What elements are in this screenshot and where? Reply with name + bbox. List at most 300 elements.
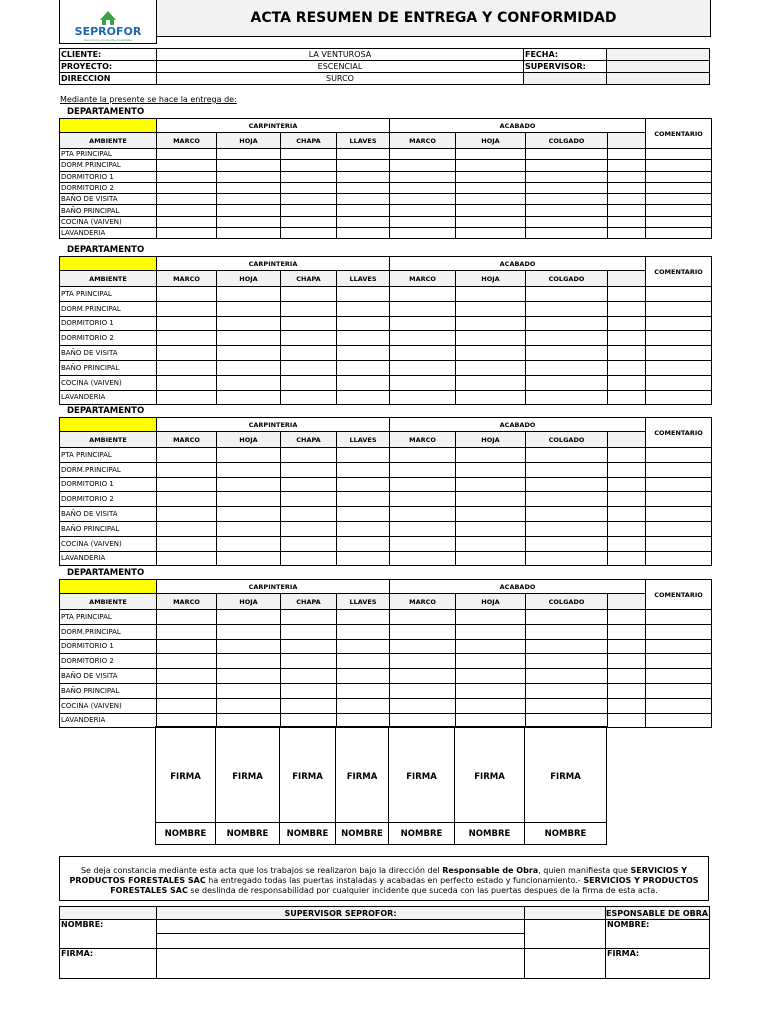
supervisor-value[interactable] (607, 61, 710, 73)
check-cell[interactable] (608, 639, 646, 654)
check-cell[interactable] (526, 477, 608, 492)
supervisor-nombre-field-2[interactable] (157, 934, 525, 949)
check-cell[interactable] (157, 171, 217, 182)
check-cell[interactable] (608, 360, 646, 375)
check-cell[interactable] (456, 205, 526, 216)
check-cell[interactable] (456, 301, 526, 316)
check-cell[interactable] (526, 331, 608, 346)
check-cell[interactable] (157, 287, 217, 302)
check-cell[interactable] (456, 683, 526, 698)
check-cell[interactable] (217, 216, 281, 227)
check-cell[interactable] (217, 507, 281, 522)
department-number-field[interactable] (60, 580, 157, 594)
check-cell[interactable] (281, 698, 337, 713)
check-cell[interactable] (456, 521, 526, 536)
check-cell[interactable] (157, 477, 217, 492)
nombre-space[interactable] (336, 783, 389, 823)
check-cell[interactable] (337, 228, 390, 239)
check-cell[interactable] (526, 639, 608, 654)
check-cell[interactable] (456, 316, 526, 331)
check-cell[interactable] (456, 507, 526, 522)
check-cell[interactable] (157, 149, 217, 160)
check-cell[interactable] (337, 149, 390, 160)
check-cell[interactable] (646, 669, 712, 684)
check-cell[interactable] (456, 669, 526, 684)
check-cell[interactable] (217, 698, 281, 713)
check-cell[interactable] (390, 331, 456, 346)
check-cell[interactable] (337, 610, 390, 625)
check-cell[interactable] (646, 610, 712, 625)
check-cell[interactable] (608, 492, 646, 507)
check-cell[interactable] (281, 462, 337, 477)
check-cell[interactable] (390, 683, 456, 698)
direccion-value[interactable]: SURCO (157, 73, 524, 85)
check-cell[interactable] (456, 698, 526, 713)
supervisor-firma-field[interactable] (157, 949, 525, 979)
check-cell[interactable] (157, 301, 217, 316)
check-cell[interactable] (281, 477, 337, 492)
check-cell[interactable] (608, 521, 646, 536)
check-cell[interactable] (157, 683, 217, 698)
check-cell[interactable] (337, 698, 390, 713)
check-cell[interactable] (217, 194, 281, 205)
check-cell[interactable] (390, 698, 456, 713)
check-cell[interactable] (217, 171, 281, 182)
check-cell[interactable] (608, 683, 646, 698)
check-cell[interactable] (281, 448, 337, 463)
check-cell[interactable] (608, 205, 646, 216)
check-cell[interactable] (157, 228, 217, 239)
check-cell[interactable] (390, 149, 456, 160)
check-cell[interactable] (526, 390, 608, 405)
check-cell[interactable] (646, 639, 712, 654)
check-cell[interactable] (217, 448, 281, 463)
check-cell[interactable] (646, 301, 712, 316)
check-cell[interactable] (526, 521, 608, 536)
check-cell[interactable] (157, 160, 217, 171)
check-cell[interactable] (608, 346, 646, 361)
check-cell[interactable] (646, 346, 712, 361)
check-cell[interactable] (608, 390, 646, 405)
check-cell[interactable] (390, 669, 456, 684)
check-cell[interactable] (526, 610, 608, 625)
check-cell[interactable] (217, 492, 281, 507)
check-cell[interactable] (157, 669, 217, 684)
check-cell[interactable] (526, 551, 608, 566)
check-cell[interactable] (646, 390, 712, 405)
check-cell[interactable] (281, 346, 337, 361)
check-cell[interactable] (281, 360, 337, 375)
check-cell[interactable] (157, 536, 217, 551)
check-cell[interactable] (608, 301, 646, 316)
department-number-field[interactable] (60, 418, 157, 432)
check-cell[interactable] (646, 521, 712, 536)
check-cell[interactable] (217, 182, 281, 193)
check-cell[interactable] (646, 149, 712, 160)
check-cell[interactable] (390, 316, 456, 331)
check-cell[interactable] (646, 477, 712, 492)
check-cell[interactable] (390, 610, 456, 625)
check-cell[interactable] (157, 654, 217, 669)
check-cell[interactable] (456, 624, 526, 639)
check-cell[interactable] (281, 492, 337, 507)
check-cell[interactable] (646, 360, 712, 375)
check-cell[interactable] (456, 149, 526, 160)
check-cell[interactable] (337, 624, 390, 639)
check-cell[interactable] (281, 301, 337, 316)
check-cell[interactable] (337, 331, 390, 346)
check-cell[interactable] (608, 448, 646, 463)
check-cell[interactable] (456, 360, 526, 375)
check-cell[interactable] (217, 610, 281, 625)
check-cell[interactable] (456, 551, 526, 566)
check-cell[interactable] (526, 316, 608, 331)
check-cell[interactable] (526, 683, 608, 698)
check-cell[interactable] (526, 375, 608, 390)
check-cell[interactable] (337, 462, 390, 477)
check-cell[interactable] (646, 551, 712, 566)
check-cell[interactable] (337, 448, 390, 463)
check-cell[interactable] (390, 182, 456, 193)
check-cell[interactable] (390, 477, 456, 492)
check-cell[interactable] (217, 462, 281, 477)
check-cell[interactable] (157, 375, 217, 390)
check-cell[interactable] (646, 462, 712, 477)
check-cell[interactable] (390, 346, 456, 361)
check-cell[interactable] (456, 390, 526, 405)
check-cell[interactable] (390, 624, 456, 639)
check-cell[interactable] (217, 536, 281, 551)
check-cell[interactable] (217, 551, 281, 566)
check-cell[interactable] (526, 228, 608, 239)
check-cell[interactable] (217, 669, 281, 684)
check-cell[interactable] (456, 182, 526, 193)
check-cell[interactable] (456, 477, 526, 492)
check-cell[interactable] (608, 375, 646, 390)
check-cell[interactable] (456, 448, 526, 463)
check-cell[interactable] (337, 194, 390, 205)
check-cell[interactable] (281, 205, 337, 216)
check-cell[interactable] (281, 639, 337, 654)
check-cell[interactable] (157, 521, 217, 536)
check-cell[interactable] (217, 346, 281, 361)
check-cell[interactable] (157, 205, 217, 216)
check-cell[interactable] (646, 654, 712, 669)
check-cell[interactable] (337, 639, 390, 654)
check-cell[interactable] (608, 149, 646, 160)
check-cell[interactable] (337, 551, 390, 566)
check-cell[interactable] (456, 287, 526, 302)
check-cell[interactable] (526, 194, 608, 205)
check-cell[interactable] (646, 171, 712, 182)
check-cell[interactable] (390, 639, 456, 654)
check-cell[interactable] (337, 536, 390, 551)
check-cell[interactable] (646, 182, 712, 193)
check-cell[interactable] (646, 160, 712, 171)
check-cell[interactable] (526, 287, 608, 302)
check-cell[interactable] (526, 205, 608, 216)
check-cell[interactable] (608, 182, 646, 193)
check-cell[interactable] (217, 654, 281, 669)
check-cell[interactable] (456, 171, 526, 182)
check-cell[interactable] (157, 624, 217, 639)
check-cell[interactable] (217, 683, 281, 698)
check-cell[interactable] (390, 448, 456, 463)
check-cell[interactable] (337, 301, 390, 316)
check-cell[interactable] (157, 346, 217, 361)
check-cell[interactable] (337, 521, 390, 536)
check-cell[interactable] (608, 228, 646, 239)
check-cell[interactable] (281, 507, 337, 522)
check-cell[interactable] (526, 654, 608, 669)
check-cell[interactable] (157, 360, 217, 375)
signature-space[interactable] (525, 727, 607, 771)
check-cell[interactable] (217, 287, 281, 302)
check-cell[interactable] (217, 301, 281, 316)
fecha-value[interactable] (607, 49, 710, 61)
supervisor-nombre-field[interactable] (157, 920, 525, 934)
check-cell[interactable] (390, 375, 456, 390)
department-number-field[interactable] (60, 119, 157, 133)
check-cell[interactable] (337, 654, 390, 669)
check-cell[interactable] (608, 462, 646, 477)
check-cell[interactable] (217, 149, 281, 160)
check-cell[interactable] (217, 375, 281, 390)
check-cell[interactable] (526, 301, 608, 316)
check-cell[interactable] (281, 375, 337, 390)
check-cell[interactable] (337, 346, 390, 361)
check-cell[interactable] (390, 521, 456, 536)
signature-space[interactable] (336, 727, 389, 771)
check-cell[interactable] (646, 713, 712, 728)
check-cell[interactable] (526, 360, 608, 375)
check-cell[interactable] (281, 331, 337, 346)
proyecto-value[interactable]: ESCENCIAL (157, 61, 524, 73)
check-cell[interactable] (608, 331, 646, 346)
check-cell[interactable] (456, 346, 526, 361)
check-cell[interactable] (337, 171, 390, 182)
check-cell[interactable] (608, 216, 646, 227)
check-cell[interactable] (526, 216, 608, 227)
department-number-field[interactable] (60, 257, 157, 271)
nombre-space[interactable] (156, 783, 216, 823)
check-cell[interactable] (281, 390, 337, 405)
check-cell[interactable] (337, 316, 390, 331)
check-cell[interactable] (390, 390, 456, 405)
check-cell[interactable] (281, 610, 337, 625)
check-cell[interactable] (456, 216, 526, 227)
check-cell[interactable] (526, 669, 608, 684)
check-cell[interactable] (217, 390, 281, 405)
check-cell[interactable] (526, 149, 608, 160)
check-cell[interactable] (217, 477, 281, 492)
check-cell[interactable] (608, 610, 646, 625)
check-cell[interactable] (390, 492, 456, 507)
check-cell[interactable] (608, 654, 646, 669)
check-cell[interactable] (337, 683, 390, 698)
check-cell[interactable] (608, 287, 646, 302)
check-cell[interactable] (608, 669, 646, 684)
check-cell[interactable] (608, 194, 646, 205)
check-cell[interactable] (157, 639, 217, 654)
check-cell[interactable] (608, 477, 646, 492)
nombre-space[interactable] (525, 783, 607, 823)
check-cell[interactable] (646, 316, 712, 331)
signature-space[interactable] (156, 727, 216, 771)
check-cell[interactable] (337, 216, 390, 227)
check-cell[interactable] (337, 669, 390, 684)
check-cell[interactable] (646, 448, 712, 463)
check-cell[interactable] (281, 654, 337, 669)
check-cell[interactable] (217, 331, 281, 346)
check-cell[interactable] (217, 228, 281, 239)
check-cell[interactable] (646, 331, 712, 346)
check-cell[interactable] (337, 360, 390, 375)
nombre-space[interactable] (280, 783, 336, 823)
check-cell[interactable] (646, 287, 712, 302)
nombre-space[interactable] (455, 783, 525, 823)
check-cell[interactable] (217, 160, 281, 171)
check-cell[interactable] (337, 375, 390, 390)
check-cell[interactable] (281, 228, 337, 239)
check-cell[interactable] (646, 698, 712, 713)
check-cell[interactable] (456, 228, 526, 239)
check-cell[interactable] (646, 194, 712, 205)
check-cell[interactable] (390, 301, 456, 316)
check-cell[interactable] (390, 536, 456, 551)
check-cell[interactable] (217, 360, 281, 375)
check-cell[interactable] (157, 390, 217, 405)
check-cell[interactable] (390, 205, 456, 216)
check-cell[interactable] (157, 462, 217, 477)
check-cell[interactable] (281, 216, 337, 227)
check-cell[interactable] (390, 462, 456, 477)
check-cell[interactable] (157, 551, 217, 566)
nombre-space[interactable] (216, 783, 280, 823)
check-cell[interactable] (157, 316, 217, 331)
check-cell[interactable] (526, 160, 608, 171)
check-cell[interactable] (526, 346, 608, 361)
check-cell[interactable] (646, 375, 712, 390)
check-cell[interactable] (281, 683, 337, 698)
check-cell[interactable] (337, 477, 390, 492)
check-cell[interactable] (390, 160, 456, 171)
check-cell[interactable] (281, 536, 337, 551)
check-cell[interactable] (217, 205, 281, 216)
check-cell[interactable] (456, 331, 526, 346)
check-cell[interactable] (608, 713, 646, 728)
check-cell[interactable] (337, 287, 390, 302)
check-cell[interactable] (390, 551, 456, 566)
check-cell[interactable] (281, 160, 337, 171)
check-cell[interactable] (157, 331, 217, 346)
check-cell[interactable] (456, 654, 526, 669)
check-cell[interactable] (157, 507, 217, 522)
signature-space[interactable] (389, 727, 455, 771)
check-cell[interactable] (646, 507, 712, 522)
check-cell[interactable] (608, 551, 646, 566)
check-cell[interactable] (281, 194, 337, 205)
check-cell[interactable] (281, 669, 337, 684)
check-cell[interactable] (337, 507, 390, 522)
check-cell[interactable] (337, 492, 390, 507)
check-cell[interactable] (456, 160, 526, 171)
check-cell[interactable] (608, 624, 646, 639)
check-cell[interactable] (157, 492, 217, 507)
check-cell[interactable] (456, 194, 526, 205)
check-cell[interactable] (646, 624, 712, 639)
check-cell[interactable] (157, 216, 217, 227)
check-cell[interactable] (217, 624, 281, 639)
check-cell[interactable] (608, 316, 646, 331)
check-cell[interactable] (526, 698, 608, 713)
check-cell[interactable] (157, 448, 217, 463)
check-cell[interactable] (281, 287, 337, 302)
check-cell[interactable] (281, 521, 337, 536)
check-cell[interactable] (456, 462, 526, 477)
check-cell[interactable] (157, 182, 217, 193)
check-cell[interactable] (526, 462, 608, 477)
check-cell[interactable] (390, 360, 456, 375)
signature-space[interactable] (280, 727, 336, 771)
check-cell[interactable] (217, 316, 281, 331)
check-cell[interactable] (456, 375, 526, 390)
check-cell[interactable] (281, 551, 337, 566)
check-cell[interactable] (526, 171, 608, 182)
check-cell[interactable] (526, 182, 608, 193)
check-cell[interactable] (281, 624, 337, 639)
check-cell[interactable] (456, 536, 526, 551)
check-cell[interactable] (390, 654, 456, 669)
check-cell[interactable] (390, 171, 456, 182)
check-cell[interactable] (608, 536, 646, 551)
check-cell[interactable] (217, 521, 281, 536)
check-cell[interactable] (157, 610, 217, 625)
check-cell[interactable] (608, 160, 646, 171)
check-cell[interactable] (646, 216, 712, 227)
check-cell[interactable] (526, 448, 608, 463)
signature-space[interactable] (455, 727, 525, 771)
check-cell[interactable] (526, 624, 608, 639)
check-cell[interactable] (337, 390, 390, 405)
check-cell[interactable] (526, 536, 608, 551)
check-cell[interactable] (608, 698, 646, 713)
check-cell[interactable] (390, 228, 456, 239)
check-cell[interactable] (337, 160, 390, 171)
check-cell[interactable] (157, 194, 217, 205)
check-cell[interactable] (526, 492, 608, 507)
check-cell[interactable] (456, 610, 526, 625)
check-cell[interactable] (390, 194, 456, 205)
check-cell[interactable] (646, 683, 712, 698)
cliente-value[interactable]: LA VENTUROSA (157, 49, 524, 61)
check-cell[interactable] (217, 639, 281, 654)
check-cell[interactable] (390, 287, 456, 302)
check-cell[interactable] (337, 182, 390, 193)
signature-space[interactable] (216, 727, 280, 771)
check-cell[interactable] (281, 182, 337, 193)
check-cell[interactable] (281, 316, 337, 331)
check-cell[interactable] (281, 171, 337, 182)
check-cell[interactable] (646, 205, 712, 216)
check-cell[interactable] (646, 492, 712, 507)
check-cell[interactable] (608, 171, 646, 182)
check-cell[interactable] (337, 205, 390, 216)
check-cell[interactable] (526, 507, 608, 522)
check-cell[interactable] (157, 698, 217, 713)
nombre-space[interactable] (389, 783, 455, 823)
check-cell[interactable] (646, 536, 712, 551)
